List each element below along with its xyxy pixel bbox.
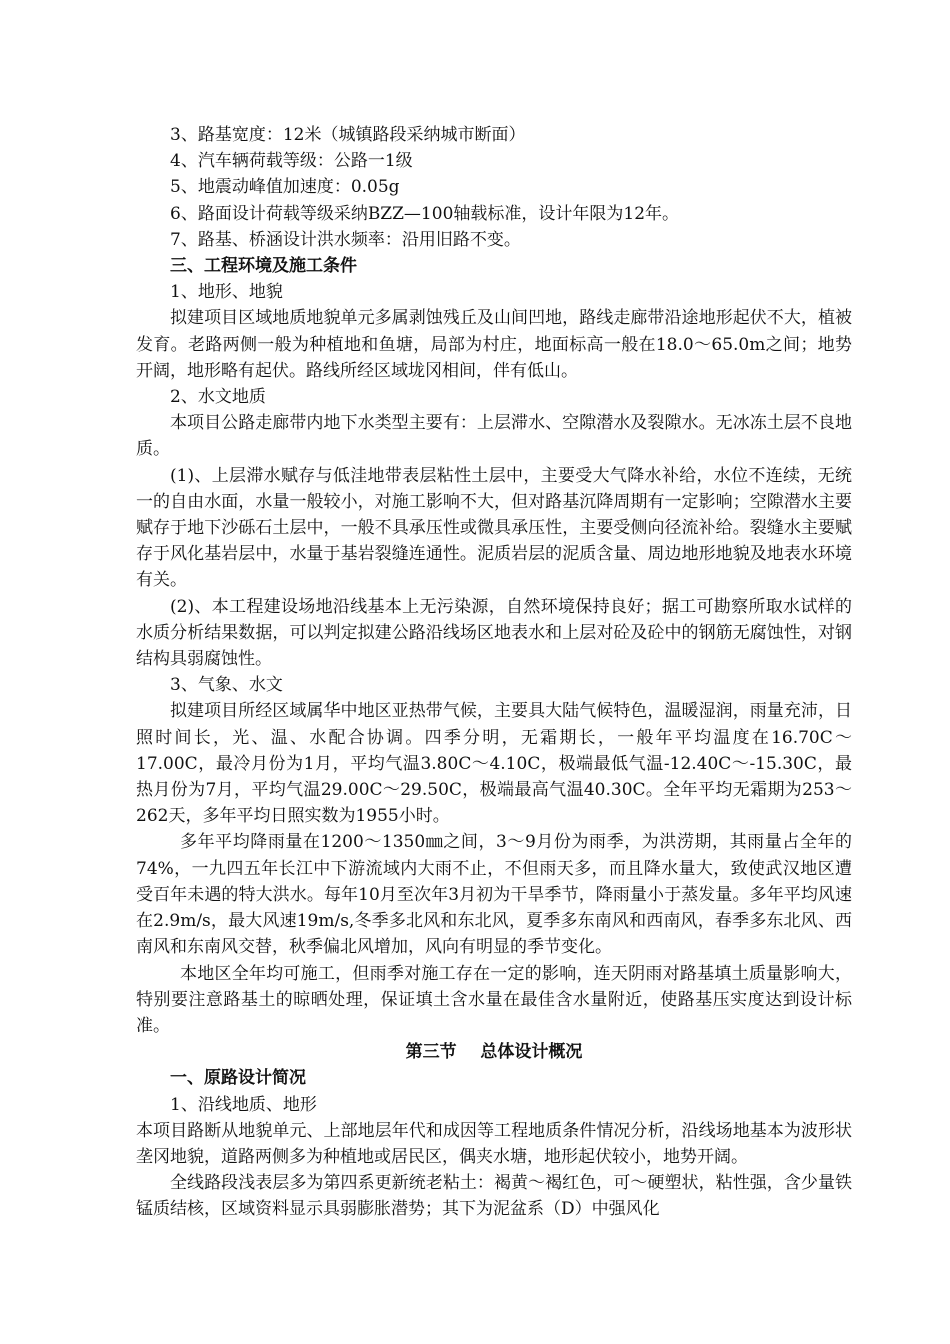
- section-heading: 一、原路设计简况: [170, 1068, 306, 1089]
- spec-item: 5、地震动峰值加速度：0.05g: [170, 177, 400, 198]
- spec-item: 7、路基、桥涵设计洪水频率：沿用旧路不变。: [170, 229, 521, 250]
- subsection-title: 1、沿线地质、地形: [170, 1094, 317, 1115]
- body-paragraph: 本项目公路走廊带内地下水类型主要有：上层滞水、空隙潜水及裂隙水。无冰冻土层不良地质。: [136, 413, 852, 460]
- subsection-title: 3、气象、水文: [170, 675, 283, 696]
- spec-item: 3、路基宽度：12米（城镇路段采纳城市断面）: [170, 125, 526, 145]
- body-paragraph: 多年平均降雨量在1200～1350㎜之间，3～9月份为雨季，为洪涝期，其雨量占全年的74%，一九四五年长江中下游流域内大雨不止，不但雨天多，而且降水量大，致使武汉地区遭受百年未遇的特大洪水。每年10月至次年3月初为干旱季节，降雨量小于蒸发量。多年平均风速在2.9m/s，最大风速19m/s,冬季多北风和东北风，夏季多东南风和西南风，春季多东北风、西南风和东南风交替，秋季偏北风增加，风向有明显的季节变化。: [136, 832, 852, 958]
- subsection-title: 2、水文地质: [170, 387, 266, 408]
- chapter-heading: 第三节 总体设计概况: [405, 1042, 583, 1063]
- document-body: [136, 122, 852, 1223]
- body-paragraph: (2)、本工程建设场地沿线基本上无污染源，自然环境保持良好；据工可勘察所取水试样的水质分析结果数据，可以判定拟建公路沿线场区地表水和上层对砼及砼中的钢筋无腐蚀性，对钢结构具弱腐蚀性。: [136, 596, 852, 670]
- body-paragraph: 本地区全年均可施工，但雨季对施工存在一定的影响，连天阴雨对路基填土质量影响大，特别要注意路基土的晾晒处理，保证填土含水量在最佳含水量附近，使路基压实度达到设计标准。: [136, 963, 852, 1036]
- body-paragraph: 本项目路断从地貌单元、上部地层年代和成因等工程地质条件情况分析，沿线场地基本为波形状垄冈地貌，道路两侧多为种植地或居民区，偶夹水塘，地形起伏较小，地势开阔。: [136, 1120, 852, 1167]
- subsection-title: 1、地形、地貌: [170, 282, 283, 303]
- body-paragraph: 拟建项目区域地质地貌单元多属剥蚀残丘及山间凹地，路线走廊带沿途地形起伏不大，植被发育。老路两侧一般为种植地和鱼塘，局部为村庄，地面标高一般在18.0～65.0m之间；地势开阔，地形略有起伏。路线所经区域垅冈相间，伴有低山。: [136, 308, 852, 381]
- body-paragraph: 拟建项目所经区域属华中地区亚热带气候，主要具大陆气候特色，温暖湿润，雨量充沛，日照时间长，光、温、水配合协调。四季分明，无霜期长，一般年平均温度在16.70C～17.00C，最冷月份为1月，平均气温3.80C～4.10C，极端最低气温-12.40C～-15.30C，最热月份为7月，平均气温29.00C～29.50C，极端最高气温40.30C。全年平均无霜期为253～262天，多年平均日照实数为1955小时。: [136, 701, 852, 827]
- body-paragraph: (1)、上层滞水赋存与低洼地带表层粘性土层中，主要受大气降水补给，水位不连续，无统一的自由水面，水量一般较小，对施工影响不大，但对路基沉降周期有一定影响；空隙潜水主要赋存于地下沙砾石土层中，一般不具承压性或微具承压性，主要受侧向径流补给。裂缝水主要赋存于风化基岩层中，水量于基岩裂缝连通性。泥质岩层的泥质含量、周边地形地貌及地表水环境有关。: [136, 465, 852, 591]
- section-heading: 三、工程环境及施工条件: [170, 256, 357, 277]
- spec-item: 6、路面设计荷载等级采纳BZZ—100轴载标准，设计年限为12年。: [170, 203, 680, 224]
- body-paragraph: 全线路段浅表层多为第四系更新统老粘土：褐黄～褐红色，可～硬塑状，粘性强，含少量铁锰质结核，区域资料显示具弱膨胀潜势；其下为泥盆系（D）中强风化: [136, 1173, 852, 1220]
- spec-item: 4、汽车辆荷载等级：公路一1级: [170, 151, 413, 172]
